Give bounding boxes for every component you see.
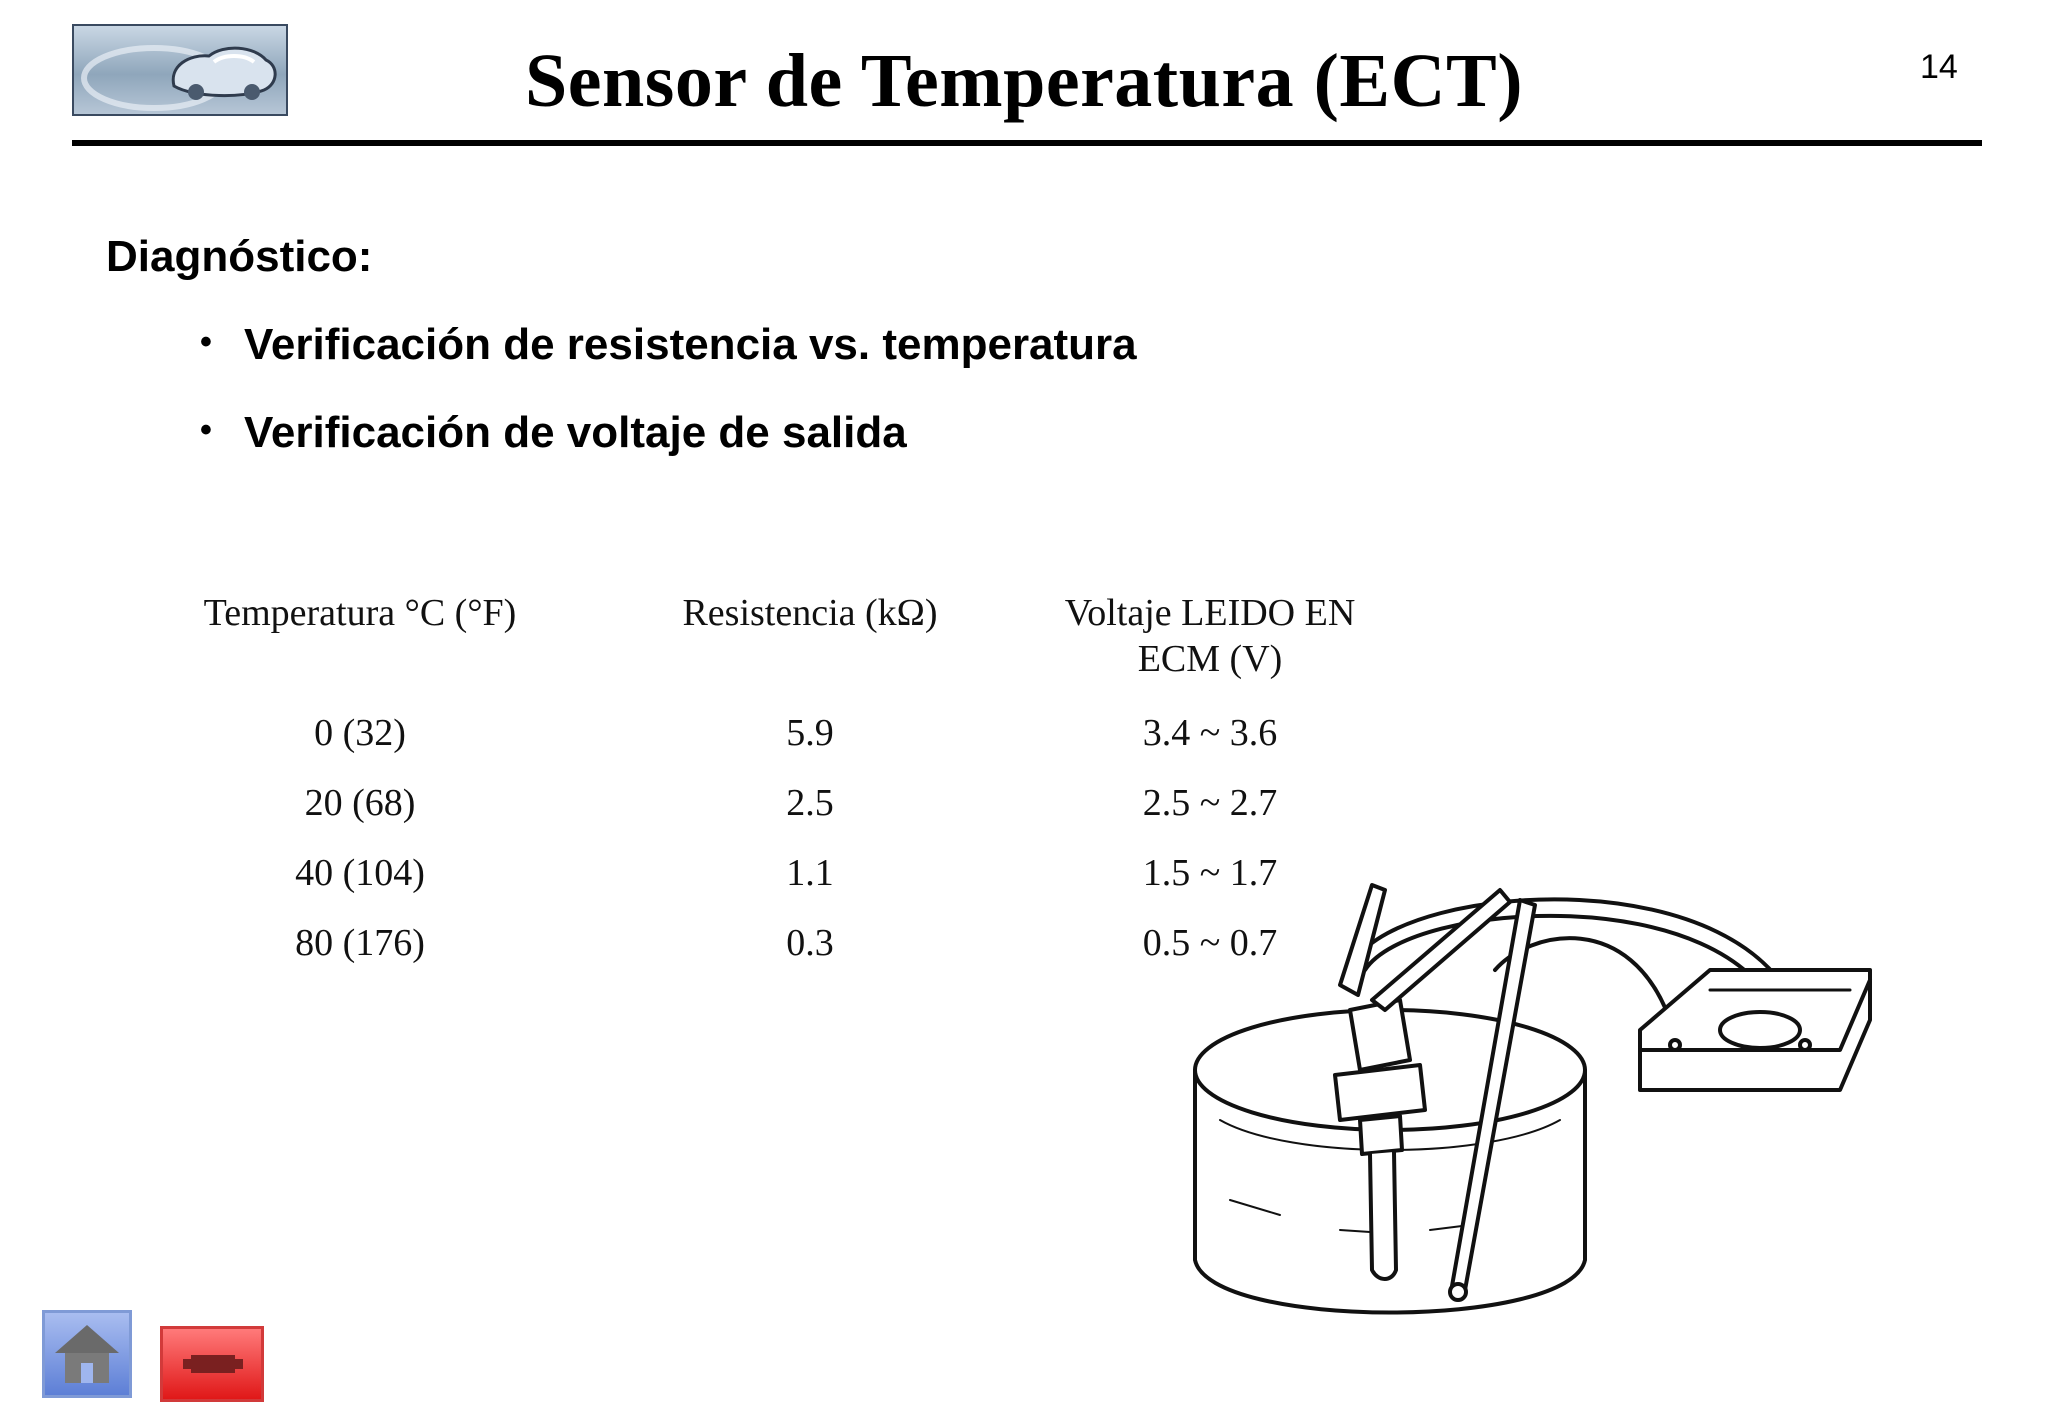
home-icon [45,1313,129,1395]
title-divider [72,140,1982,146]
bullet-text: Verificación de resistencia vs. temperatura [244,320,1137,369]
sensor-test-illustration [1110,870,1890,1370]
home-button[interactable] [42,1310,132,1398]
bullet-item [200,408,907,458]
table-header-temperature: Temperatura °C (°F) [203,592,517,634]
table-cell: 0.5 ~ 0.7 [1142,922,1278,964]
section-heading: Diagnóstico: [106,232,373,281]
bullet-dot-icon: • [200,411,212,449]
table-cell: 5.9 [786,712,834,754]
bullet-text: Verificación de voltaje de salida [244,408,907,457]
table-cell: 80 (176) [295,922,425,964]
exit-button[interactable] [160,1326,264,1402]
page-number: 14 [1920,48,1958,86]
table-cell: 3.4 ~ 3.6 [1142,712,1278,754]
table-cell: 0 (32) [314,712,406,754]
bullet-item [200,320,1137,370]
table-cell: 1.1 [786,852,834,894]
table-header-resistance: Resistencia (kΩ) [682,592,938,634]
exit-icon [163,1329,261,1399]
table-cell: 0.3 [786,922,834,964]
table-cell: 2.5 ~ 2.7 [1142,782,1278,824]
table-header-voltage: Voltaje LEIDO EN [1064,592,1356,634]
table-header-voltage-unit: ECM (V) [1137,638,1283,680]
table-cell: 20 (68) [304,782,416,824]
table-cell: 1.5 ~ 1.7 [1142,852,1278,894]
page-title: Sensor de Temperatura (ECT) [524,39,1523,123]
bullet-dot-icon: • [200,323,212,361]
table-cell: 2.5 [786,782,834,824]
table-cell: 40 (104) [295,852,425,894]
